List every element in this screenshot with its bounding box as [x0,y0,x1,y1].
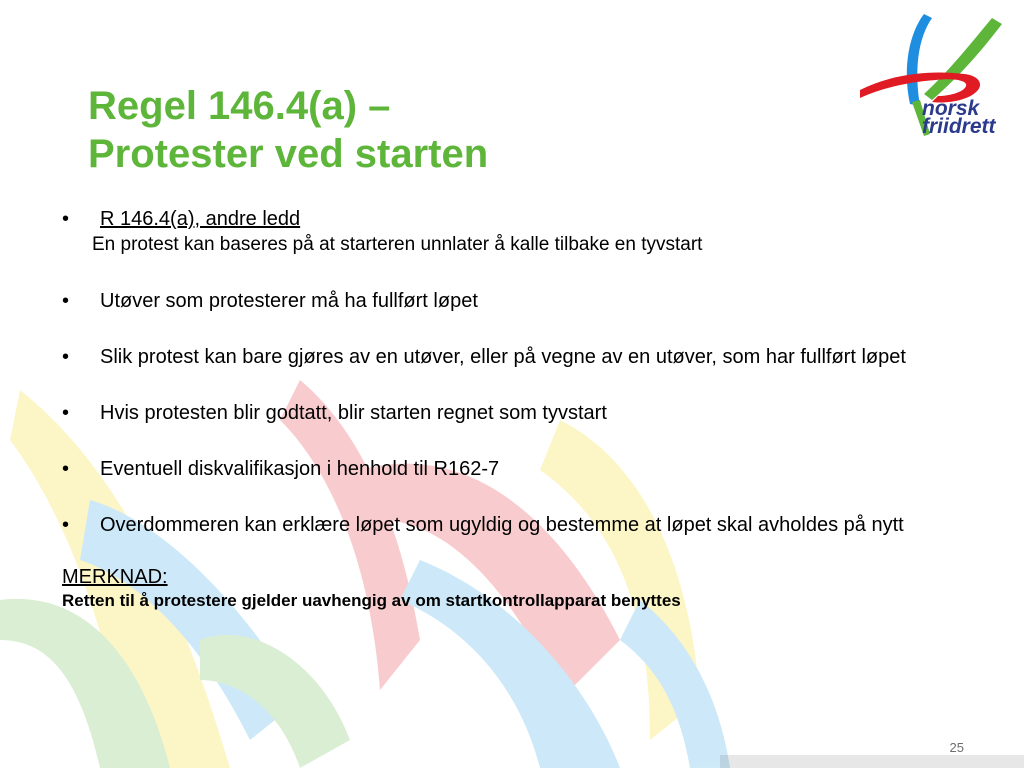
bullet-subtext: En protest kan baseres på at starteren unnlater å kalle tilbake en tyvstart [92,234,703,255]
bullet-text: R 146.4(a), andre ledd [100,208,301,230]
bullet-text: Eventuell diskvalifikasjon i henhold til R162-7 [100,458,500,480]
norsk-friidrett-logo [852,8,1022,140]
bullet-text: Hvis protesten blir godtatt, blir starten regnet som tyvstart [100,402,607,424]
bullet-icon: • [62,458,70,480]
bullet-text: Utøver som protesterer må ha fullført løpet [100,290,478,312]
bullet-item [62,208,982,230]
bullet-text: Overdommeren kan erklære løpet som ugyldig og bestemme at løpet skal avholdes på nytt [100,514,904,536]
bullet-icon: • [62,514,70,536]
logo-text-friidrett: friidrett [922,115,996,138]
note-text: Retten til å protestere gjelder uavhengig av om startkontrollapparat benyttes [62,591,681,610]
slide-title [88,82,488,178]
bullet-icon: • [62,402,70,424]
title-line-1: Regel 146.4(a) – [88,84,391,128]
bullet-icon: • [62,208,70,230]
page-number: 25 [949,740,964,755]
note-label: MERKNAD: [62,566,168,588]
bullet-item [62,346,982,368]
bullet-item [62,402,982,424]
bullet-icon: • [62,346,70,368]
bullet-item [62,514,982,536]
slide-body [62,206,982,612]
bullet-item [62,458,982,480]
title-line-2: Protester ved starten [88,132,489,176]
bullet-icon: • [62,290,70,312]
bullet-item [62,290,982,312]
bullet-text: Slik protest kan bare gjøres av en utøver, eller på vegne av en utøver, som har fullført løpet [100,346,906,368]
logo-text-norsk: norsk [922,97,980,120]
